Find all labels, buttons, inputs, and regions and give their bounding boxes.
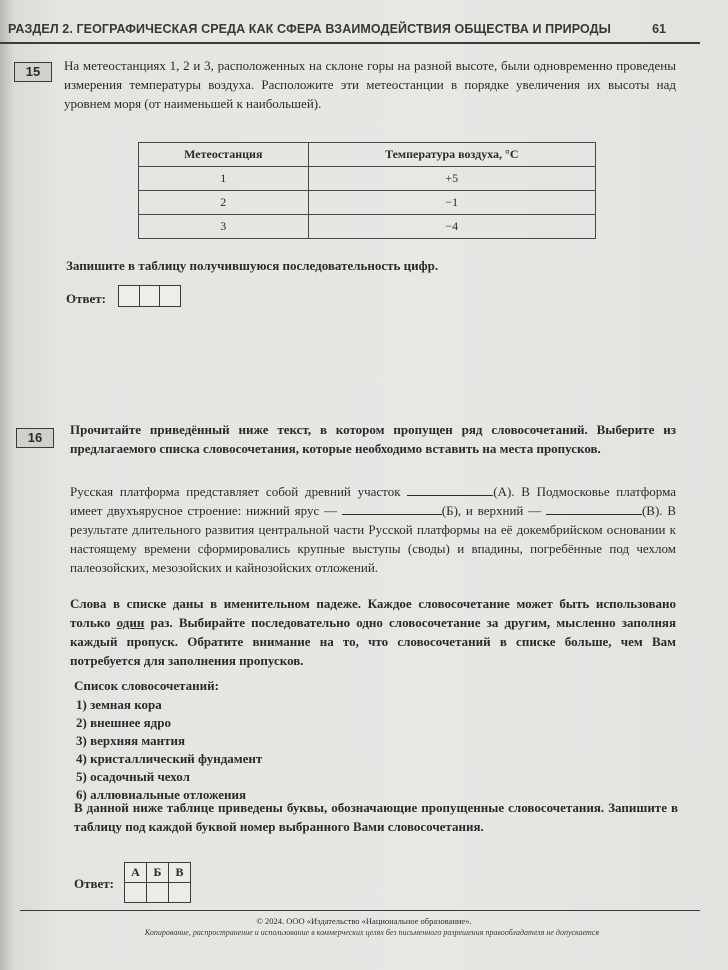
passage-part: (В). В результате длительного развития центральной части Русской платформы на её докембрийском основании к настоящему времени сформировались крупные выступы (своды) и впадины, погребённые под чехлом палеозойских, мезозойских и кайнозойских отложений. [70,503,676,575]
answer-label-15: Ответ: [66,291,107,306]
rules-part: Слова в списке даны в именительном падеже. Каждое словосочетание может быть использовано только [70,596,676,630]
page-number: 61 [652,22,666,36]
table-row [139,215,596,239]
answer-table-16 [124,862,191,903]
list-item: 6) аллювиальные отложения [76,787,247,802]
temperature-cell: +5 [308,167,595,191]
section-title: РАЗДЕЛ 2. ГЕОГРАФИЧЕСКАЯ СРЕДА КАК СФЕРА ВЗАИМОДЕЙСТВИЯ ОБЩЕСТВА И ПРИРОДЫ [8,22,612,36]
temperature-cell: −4 [308,215,595,239]
temperature-cell: −1 [308,191,595,215]
list-item: 1) земная кора [76,697,162,712]
footer-copyright: © 2024. ООО «Издательство «Национальное образование». [256,916,472,926]
answer-cell[interactable] [147,883,169,903]
header-rule [0,42,700,44]
table-row [139,191,596,215]
letter-cell: Б [147,863,169,883]
letter-cell: А [125,863,147,883]
table-header-station: Метеостанция [139,143,309,167]
letter-cell: В [169,863,191,883]
task-number-16: 16 [16,428,54,448]
task-16-table-instruction: В данной ниже таблице приведены буквы, обозначающие пропущенные словосочетания. Запишите в таблицу под каждой буквой номер выбранного Вами словосочетания. [74,800,678,834]
answer-cell[interactable] [139,285,161,307]
list-item: 5) осадочный чехол [76,769,190,784]
table-header-temperature: Температура воздуха, °С [308,143,595,167]
blank-v [546,514,642,515]
task-number-15: 15 [14,62,52,82]
answer-cell[interactable] [125,883,147,903]
answer-cell[interactable] [159,285,181,307]
footer-rule [20,910,700,911]
answer-label-16: Ответ: [74,876,115,891]
list-item: 4) кристаллический фундамент [76,751,263,766]
task-16-rules [70,594,676,670]
passage-part: (А). В Подмосковье платформа имеет двухъярусное строение: нижний ярус — [70,484,676,518]
station-cell: 2 [139,191,309,215]
rules-part: раз. Выбирайте последовательно одно словосочетание за другим, мысленно заполняя каждый пропуск. Обратите внимание на то, что словосочетаний в списке больше, чем Вам потребуется для заполнения пропусков. [70,615,676,668]
phrase-list [76,696,262,804]
station-cell: 1 [139,167,309,191]
station-cell: 3 [139,215,309,239]
task-15-instruction: Запишите в таблицу получившуюся последовательность цифр. [66,258,439,273]
list-item: 2) внешнее ядро [76,715,171,730]
list-title: Список словосочетаний: [74,678,219,693]
page-spine [0,0,14,970]
temperature-table [138,142,596,239]
blank-a [407,495,493,496]
passage-part: Русская платформа представляет собой древний участок [70,484,408,499]
answer-cells-15 [118,285,180,307]
list-item: 3) верхняя мантия [76,733,186,748]
task-15-text: На метеостанциях 1, 2 и 3, расположенных на склоне горы на разной высоте, были одновременно проведены измерения температуры воздуха. Расположите эти метеостанции в порядке увеличения их высоты над уровнем моря (от наименьшей к наибольшей). [64,58,676,111]
passage-part: (Б), и верхний — [441,503,546,518]
table-row [139,167,596,191]
task-16-intro: Прочитайте приведённый ниже текст, в котором пропущен ряд словосочетаний. Выберите из предлагаемого списка словосочетания, которые необходимо вставить на места пропусков. [70,422,676,456]
footer-notice: Копирование, распространение и использование в коммерческих целях без письменного разрешения правообладателя не допускается [144,928,600,937]
answer-cell[interactable] [118,285,140,307]
rules-emphasis: один [116,615,145,630]
answer-cell[interactable] [169,883,191,903]
task-16-passage [70,482,676,577]
blank-b [342,514,442,515]
